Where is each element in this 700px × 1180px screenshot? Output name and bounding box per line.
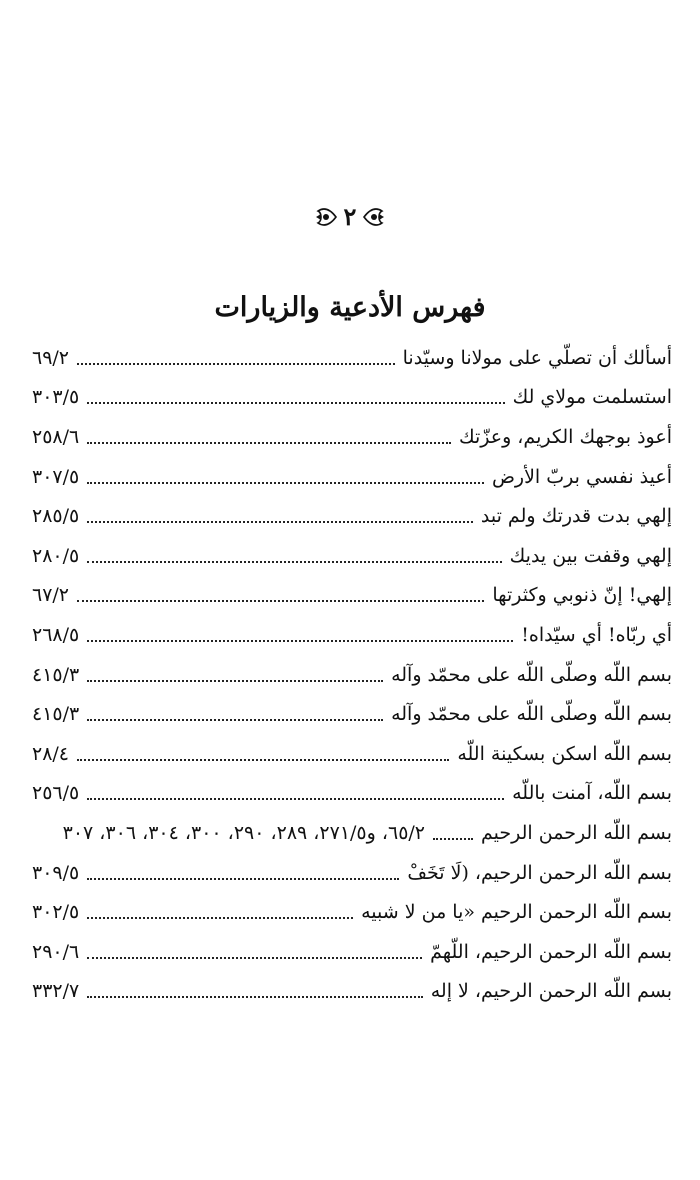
entry-text: بسم اللّه، آمنت باللّه: [512, 782, 672, 805]
leader-dots: [87, 680, 383, 682]
leader-dots: [87, 878, 399, 880]
leader-dots: [87, 996, 422, 998]
leader-dots: [87, 640, 513, 642]
entry-reference: ٦٥/٢، و٢٧١/٥، ٢٨٩، ٢٩٠، ٣٠٠، ٣٠٤، ٣٠٦، ٣٠٧: [62, 821, 426, 844]
right-ornament-icon: [362, 203, 388, 231]
index-entry: [32, 813, 672, 853]
entry-text: أعيذ نفسي بربّ الأرض: [491, 465, 672, 488]
index-title: فهرس الأدعية والزيارات: [214, 292, 486, 323]
index-entry: [32, 615, 672, 655]
entry-text: بسم اللّه الرحمن الرحيم «يا من لا شبيه: [361, 901, 672, 924]
entry-reference: ٢٩٠/٦: [32, 940, 80, 963]
entry-reference: ٣٠٢/٥: [32, 901, 80, 924]
index-entry: [32, 694, 672, 734]
index-entry: [32, 496, 672, 536]
leader-dots: [87, 719, 383, 721]
entry-text: أسألك أن تصلّي على مولانا وسيّدنا: [402, 346, 672, 369]
entry-reference: ٢٨٥/٥: [32, 505, 80, 528]
entry-reference: ٢٥٦/٥: [32, 782, 80, 805]
index-entries: [32, 338, 672, 1011]
index-entry: [32, 417, 672, 457]
left-ornament-icon: [312, 203, 338, 231]
leader-dots: [87, 798, 504, 800]
entry-text: بسم اللّه الرحمن الرحيم، اللّهمّ: [430, 940, 672, 963]
leader-dots: [87, 957, 422, 959]
index-entry: [32, 655, 672, 695]
page-number: [0, 203, 700, 231]
index-entry: [32, 734, 672, 774]
entry-text: بسم اللّه الرحمن الرحيم، (لَا تَخَفْ: [407, 861, 672, 884]
entry-text: إلهي بدت قدرتك ولم تبد: [480, 505, 672, 528]
entry-text: أعوذ بوجهك الكريم، وعزّتك: [458, 425, 672, 448]
index-entry: [32, 378, 672, 418]
leader-dots: [87, 402, 504, 404]
page-number-value: ٢: [343, 202, 357, 231]
leader-dots: [77, 600, 484, 602]
entry-reference: ٢٨٠/٥: [32, 544, 80, 567]
index-entry: [32, 457, 672, 497]
entry-reference: ٤١٥/٣: [32, 663, 80, 686]
entry-reference: ٣٠٣/٥: [32, 386, 80, 409]
entry-text: أي ربّاه! أي سيّداه!: [521, 623, 672, 646]
entry-reference: ٤١٥/٣: [32, 703, 80, 726]
index-entry: [32, 892, 672, 932]
entry-text: بسم اللّه الرحمن الرحيم: [481, 821, 672, 844]
entry-text: بسم اللّه الرحمن الرحيم، لا إله: [430, 980, 672, 1003]
leader-dots: [433, 838, 473, 840]
entry-reference: ٣٠٧/٥: [32, 465, 80, 488]
leader-dots: [87, 917, 353, 919]
entry-reference: ٢٦٨/٥: [32, 623, 80, 646]
entry-text: إلهي! إنّ ذنوبي وكثرتها: [492, 584, 672, 607]
entry-text: إلهي وقفت بين يديك: [509, 544, 672, 567]
index-entry: [32, 338, 672, 378]
index-entry: [32, 576, 672, 616]
entry-reference: ٦٩/٢: [32, 346, 70, 369]
leader-dots: [77, 759, 449, 761]
entry-reference: ٢٨/٤: [32, 742, 70, 765]
index-entry: [32, 972, 672, 1012]
entry-text: استسلمت مولاي لك: [512, 386, 672, 409]
index-entry: [32, 536, 672, 576]
leader-dots: [87, 561, 501, 563]
entry-text: بسم اللّه اسكن بسكينة اللّه: [457, 742, 672, 765]
index-entry: [32, 853, 672, 893]
entry-reference: ٦٧/٢: [32, 584, 70, 607]
leader-dots: [87, 482, 484, 484]
leader-dots: [77, 363, 395, 365]
entry-text: بسم اللّه وصلّى اللّه على محمّد وآله: [391, 703, 672, 726]
entry-text: بسم اللّه وصلّى اللّه على محمّد وآله: [391, 663, 672, 686]
leader-dots: [87, 521, 473, 523]
entry-reference: ٣٠٩/٥: [32, 861, 80, 884]
entry-reference: ٣٣٢/٧: [32, 980, 80, 1003]
index-entry: [32, 932, 672, 972]
index-entry: [32, 774, 672, 814]
leader-dots: [87, 442, 451, 444]
entry-reference: ٢٥٨/٦: [32, 425, 80, 448]
